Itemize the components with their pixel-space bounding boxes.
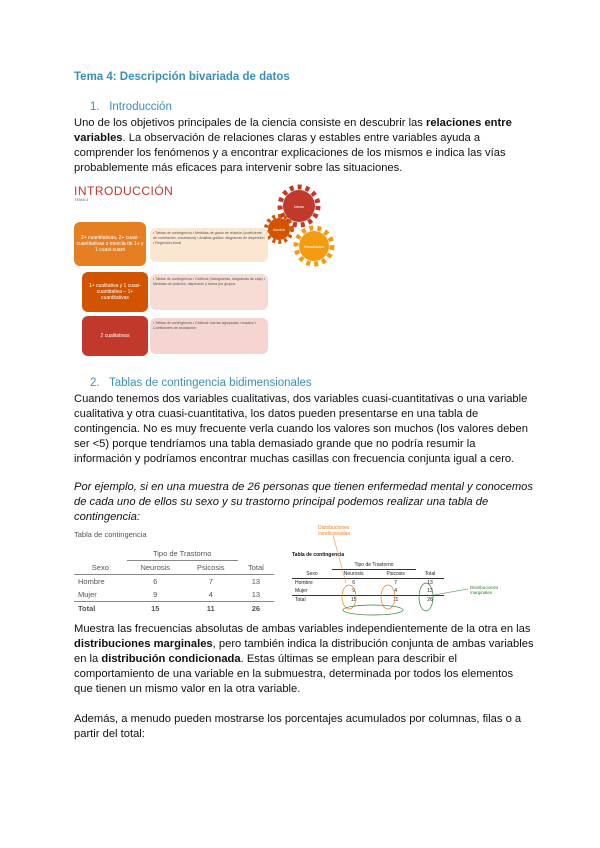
marginal-paragraph <box>74 622 534 697</box>
table-cell: 4 <box>394 588 398 594</box>
slide-desc-1: • Tablas de contingencia • Medidas de grado de relación (coeficiente de correlación, covarianza) • Análisis gráfico: diagramas de dispersión • Regresión lineal <box>150 228 268 262</box>
table-cell: 26 <box>427 597 433 603</box>
table-cell: 13 <box>427 588 433 594</box>
table-cell: Total <box>78 604 96 613</box>
page-title: Tema 4: Descripción bivariada de datos <box>74 71 290 83</box>
table-cell: 15 <box>350 597 357 603</box>
contingency-table-1 <box>74 530 274 615</box>
contingency-table-2 <box>288 525 528 620</box>
annotation-conditional: Distribuciones condicionadas <box>318 525 350 537</box>
tablas-paragraph: Cuando tenemos dos variables cualitativas, dos variables cuasi-cuantitativas o una variable cualitativa y otra cuasi-cuantitativa, los datos pueden presentarse en una tabla de contingencia. No es muy frecuente verla cuando los valores son muchos (los valores deben ser <5) porque tendríamos una tabla demasiado grande que no podría resumir la información y podríamos encontrar muchas casillas con frecuencia conjunta igual a cero. <box>74 393 528 465</box>
table-cell: 9 <box>153 590 158 599</box>
table-header: Total <box>424 570 436 577</box>
table-row <box>74 602 274 616</box>
table-cell: 11 <box>206 604 215 613</box>
section-title: Introducción <box>109 101 172 113</box>
last-paragraph: Además, a menudo pueden mostrarse los porcentajes acumulados por columnas, filas o a partir del total: <box>74 713 522 740</box>
table-header: Neurosis <box>140 563 171 572</box>
table-header: Total <box>247 562 264 572</box>
table-cell <box>74 547 127 561</box>
table-caption: Tabla de contingencia <box>292 552 345 558</box>
table-cell <box>238 547 274 561</box>
table-cell: 9 <box>352 588 355 594</box>
slide-block-3: 2 cualitativas <box>82 316 148 356</box>
section-heading-tablas <box>90 377 312 389</box>
table-cell: 13 <box>427 580 433 586</box>
table-header: Sexo <box>306 570 318 577</box>
text-run: Uno de los objetivos principales de la ciencia consiste en descubrir las <box>74 117 426 129</box>
table-cell: 26 <box>251 604 261 613</box>
table-cell: Hombre <box>295 580 313 586</box>
table-cell: Hombre <box>78 577 105 586</box>
example-paragraph: Por ejemplo, si en una muestra de 26 personas que tienen enfermedad mental y conocemos de cada uno de ellos su sexo y su trastorno principal podemos realizar una tabla de contingencia: <box>74 481 533 523</box>
table-row <box>74 575 274 589</box>
section-heading-intro <box>90 101 172 113</box>
intro-slide <box>74 184 339 360</box>
table-row <box>74 547 274 561</box>
slide-subtitle: TEMA 4 <box>74 197 89 202</box>
bold-run: distribución condicionada <box>101 653 241 665</box>
table-cell: Total <box>295 597 306 603</box>
table-header: Psicosis <box>197 563 225 572</box>
table-cell: 6 <box>153 577 158 586</box>
table-caption: Tabla de contingencia <box>74 530 147 539</box>
gear-label: Resultados <box>303 244 325 249</box>
bold-run: relaciones entre variables <box>74 117 512 144</box>
section-number: 2. <box>90 377 100 389</box>
text-run: , pero también indica la distribución conjunta de ambas variables en la <box>74 638 534 665</box>
text-run: . La observación de relaciones claras y estables entre variables ayuda a comprender los fenómenos y a encontrar explicaciones de los mismos e indica las vías probablemente más eficaces para intervenir sobre las situaciones. <box>74 132 506 174</box>
table <box>74 547 274 615</box>
bold-run: distribuciones marginales <box>74 638 213 650</box>
gear-label: Ideas <box>294 204 304 209</box>
slide-desc-2: • Tablas de contingencia • Gráficos (histogramas, diagramas de caja) • Medidas de posición, dispersión y forma por grupos <box>150 274 268 310</box>
section-title: Tablas de contingencia bidimensionales <box>108 377 312 389</box>
table-row <box>74 561 274 575</box>
gear-label: Acción <box>272 227 286 232</box>
annotation-overlay <box>288 525 528 620</box>
table-cell: 6 <box>352 580 355 586</box>
slide-block-2: 1+ cualitativa y 1 cuasi-cuantitativa – 1+ cuantitativas <box>82 272 148 312</box>
table-cell: 15 <box>151 604 160 613</box>
table-cell: 7 <box>208 577 213 586</box>
table-cell: 7 <box>394 580 398 586</box>
gears-illustration <box>259 184 339 269</box>
table-header: Neurosis <box>343 571 364 577</box>
table-cell: 13 <box>251 577 261 586</box>
table-header: Psicosis <box>386 571 405 577</box>
table-cell: 13 <box>251 590 261 599</box>
table-cell: Mujer <box>78 590 97 599</box>
table-cell: 4 <box>208 590 213 599</box>
table-group-header: Tipo de Trastorno <box>332 561 416 570</box>
slide-block-1: 2+ cuantitativas, 2+ cuasi-cuantitativas o mezcla de 1+ y 1 cuasi-cuant <box>74 222 146 266</box>
section-number: 1. <box>90 101 100 113</box>
table-group-header: Tipo de Trastorno <box>127 547 238 561</box>
table-cell: 11 <box>393 597 399 603</box>
text-run: Muestra las frecuencias absolutas de ambas variables independientemente de la otra en las <box>74 623 531 635</box>
table-header: Sexo <box>91 562 109 572</box>
table-cell: Mujer <box>295 588 308 594</box>
table-row <box>74 588 274 602</box>
annotation-marginal: Distribuciones marginales <box>470 585 499 595</box>
slide-desc-3: • Tablas de contingencia • Gráficos: barras agrupadas, mosaico • Coeficientes de asociación <box>150 318 268 354</box>
intro-paragraph <box>74 116 534 176</box>
slide-title: INTRODUCCIÓN <box>74 184 174 198</box>
text-run: . Estas últimas se emplean para describir el comportamiento de una variable en la submuestra, determinada por todos los elementos que tienen un mismo valor en la otra variable. <box>74 653 514 695</box>
